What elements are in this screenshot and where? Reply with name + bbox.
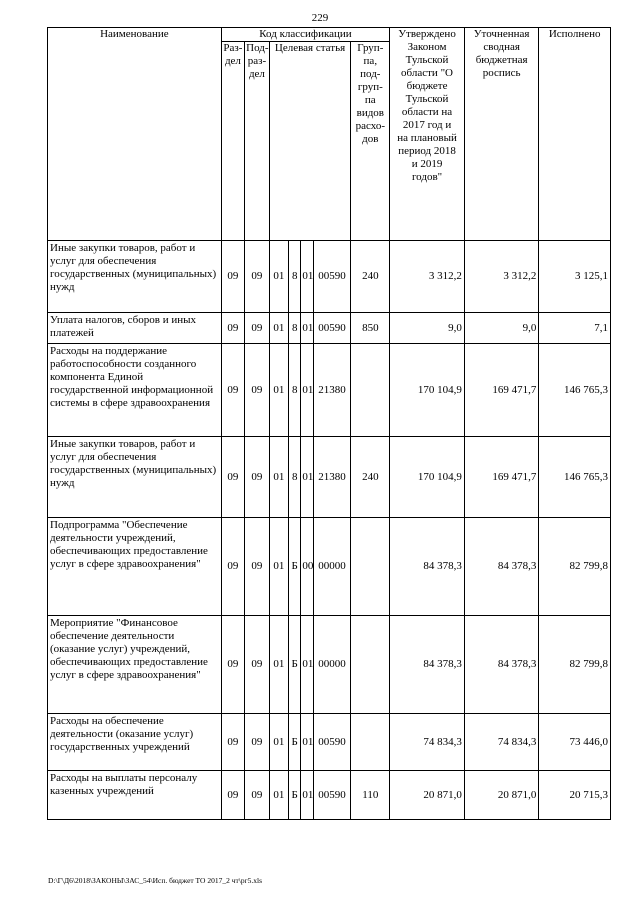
- cell-approved: 74 834,3: [390, 714, 465, 771]
- cell-target-4: 21380: [313, 437, 351, 518]
- header-target-article: Целевая статья: [269, 42, 351, 241]
- cell-refined: 3 312,2: [464, 241, 539, 313]
- cell-approved: 84 378,3: [390, 518, 465, 616]
- header-code-group: Код классификации: [221, 28, 390, 42]
- cell-executed: 82 799,8: [539, 518, 611, 616]
- cell-subsection: 09: [245, 714, 270, 771]
- cell-target-2: Б: [289, 518, 301, 616]
- cell-executed: 20 715,3: [539, 771, 611, 820]
- page-number: 229: [311, 12, 329, 24]
- cell-approved: 84 378,3: [390, 616, 465, 714]
- header-section: Раз- дел: [221, 42, 244, 241]
- cell-refined: 74 834,3: [464, 714, 539, 771]
- table-row: [48, 771, 611, 820]
- row-name: Иные закупки товаров, работ и услуг для обеспечения государственных (муниципальных) нужд: [48, 241, 222, 313]
- cell-subsection: 09: [245, 771, 270, 820]
- header-refined: Уточненная сводная бюджетная роспись: [464, 28, 539, 241]
- header-executed: Исполнено: [539, 28, 611, 241]
- cell-approved: 170 104,9: [390, 437, 465, 518]
- cell-target-1: 01: [269, 771, 288, 820]
- cell-target-2: Б: [289, 771, 301, 820]
- header-subsection: Под- раз- дел: [245, 42, 270, 241]
- cell-target-1: 01: [269, 518, 288, 616]
- cell-approved: 9,0: [390, 313, 465, 344]
- cell-executed: 3 125,1: [539, 241, 611, 313]
- cell-executed: 146 765,3: [539, 344, 611, 437]
- cell-target-1: 01: [269, 241, 288, 313]
- cell-subsection: 09: [245, 313, 270, 344]
- cell-refined: 84 378,3: [464, 616, 539, 714]
- budget-table: [47, 27, 611, 820]
- cell-expense-group: [351, 344, 390, 437]
- header-name: Наименование: [48, 28, 222, 241]
- cell-target-2: Б: [289, 714, 301, 771]
- row-name: Мероприятие "Финансовое обеспечение деятельности (оказание услуг) учреждений, обеспечивающих предоставление услуг в сфере здравоохранения": [48, 616, 222, 714]
- row-name: Подпрограмма "Обеспечение деятельности учреждений, обеспечивающих предоставление услуг в сфере здравоохранения": [48, 518, 222, 616]
- cell-expense-group: 240: [351, 437, 390, 518]
- cell-target-4: 00000: [313, 616, 351, 714]
- row-name: Расходы на поддержание работоспособности созданного компонента Единой государственной информационной системы в сфере здравоохранения: [48, 344, 222, 437]
- cell-expense-group: 110: [351, 771, 390, 820]
- row-name: Расходы на выплаты персоналу казенных учреждений: [48, 771, 222, 820]
- cell-expense-group: 850: [351, 313, 390, 344]
- cell-subsection: 09: [245, 518, 270, 616]
- cell-refined: 9,0: [464, 313, 539, 344]
- cell-target-4: 21380: [313, 344, 351, 437]
- cell-target-3: 01: [301, 616, 313, 714]
- cell-target-1: 01: [269, 437, 288, 518]
- cell-expense-group: [351, 616, 390, 714]
- row-name: Уплата налогов, сборов и иных платежей: [48, 313, 222, 344]
- row-name: Расходы на обеспечение деятельности (оказание услуг) государственных учреждений: [48, 714, 222, 771]
- row-name: Иные закупки товаров, работ и услуг для обеспечения государственных (муниципальных) нужд: [48, 437, 222, 518]
- cell-target-2: Б: [289, 616, 301, 714]
- cell-target-1: 01: [269, 616, 288, 714]
- cell-section: 09: [221, 771, 244, 820]
- cell-approved: 170 104,9: [390, 344, 465, 437]
- cell-target-4: 00590: [313, 714, 351, 771]
- cell-subsection: 09: [245, 616, 270, 714]
- cell-subsection: 09: [245, 241, 270, 313]
- cell-subsection: 09: [245, 437, 270, 518]
- cell-target-1: 01: [269, 714, 288, 771]
- cell-section: 09: [221, 313, 244, 344]
- cell-target-3: 01: [301, 313, 313, 344]
- cell-approved: 20 871,0: [390, 771, 465, 820]
- cell-target-1: 01: [269, 344, 288, 437]
- cell-target-3: 01: [301, 437, 313, 518]
- cell-target-2: 8: [289, 313, 301, 344]
- cell-target-4: 00590: [313, 241, 351, 313]
- cell-executed: 146 765,3: [539, 437, 611, 518]
- cell-section: 09: [221, 437, 244, 518]
- cell-section: 09: [221, 616, 244, 714]
- cell-target-2: 8: [289, 344, 301, 437]
- table-row: [48, 344, 611, 437]
- cell-target-3: 01: [301, 344, 313, 437]
- cell-expense-group: [351, 518, 390, 616]
- cell-target-3: 01: [301, 771, 313, 820]
- header-expense-group: Груп- па, под- груп- па видов расхо- дов: [351, 42, 390, 241]
- cell-executed: 82 799,8: [539, 616, 611, 714]
- table-row: [48, 616, 611, 714]
- cell-target-2: 8: [289, 437, 301, 518]
- header-approved: Утверждено Законом Тульской области "О бюджете Тульской области на 2017 год и на плановый период 2018 и 2019 годов": [390, 28, 465, 241]
- cell-executed: 73 446,0: [539, 714, 611, 771]
- cell-target-3: 01: [301, 241, 313, 313]
- cell-refined: 169 471,7: [464, 437, 539, 518]
- cell-expense-group: 240: [351, 241, 390, 313]
- table-row: [48, 241, 611, 313]
- cell-section: 09: [221, 344, 244, 437]
- table-row: [48, 437, 611, 518]
- cell-section: 09: [221, 714, 244, 771]
- cell-target-3: 01: [301, 714, 313, 771]
- cell-target-4: 00590: [313, 313, 351, 344]
- cell-refined: 84 378,3: [464, 518, 539, 616]
- cell-section: 09: [221, 241, 244, 313]
- cell-section: 09: [221, 518, 244, 616]
- cell-target-2: 8: [289, 241, 301, 313]
- cell-expense-group: [351, 714, 390, 771]
- cell-target-3: 00: [301, 518, 313, 616]
- cell-target-4: 00590: [313, 771, 351, 820]
- table-row: [48, 518, 611, 616]
- cell-subsection: 09: [245, 344, 270, 437]
- cell-target-4: 00000: [313, 518, 351, 616]
- cell-target-1: 01: [269, 313, 288, 344]
- table-row: [48, 714, 611, 771]
- file-path-footer: D:\Г\Д6\2018\ЗАКОНЫ\ЗАС_54\Исп. бюджет ТО 2017_2 чт\рг5.xls: [48, 876, 263, 885]
- cell-approved: 3 312,2: [390, 241, 465, 313]
- cell-refined: 169 471,7: [464, 344, 539, 437]
- cell-refined: 20 871,0: [464, 771, 539, 820]
- cell-executed: 7,1: [539, 313, 611, 344]
- table-row: [48, 313, 611, 344]
